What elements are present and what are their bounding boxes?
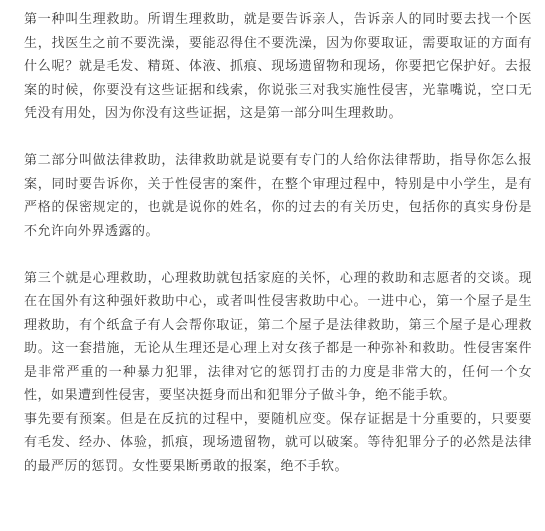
paragraph-legal-aid: 第二部分叫做法律救助，法律救助就是说要有专门的人给你法律帮助，指导你怎么报案，同时要告诉你，关于性侵害的案件，在整个审理过程中，特别是中小学生，是有严格的保密规定的，也就是说你的姓名，你的过去的有关历史，包括你的真实身份是不允许向外界透露的。	[24, 153, 532, 239]
paragraph-psychological-aid: 第三个就是心理救助，心理救助就包括家庭的关怀，心理的救助和志愿者的交谈。现在在国外有这种强奸救助中心，或者叫性侵害救助中心。一进中心，第一个屋子是生理救助，有个纸盒子有人会帮你取证，第二个屋子是法律救助，第三个屋子是心理救助。这一套措施，无论从生理还是心理上对女孩子都是一种弥补和救助。性侵害案件是非常严重的一种暴力犯罪，法律对它的惩罚打击的力度是非常大的，任何一个女性，如果遭到性侵害，要坚决挺身而出和犯罪分子做斗争，绝不能手软。	[24, 270, 532, 403]
paragraph-preparation: 事先要有预案。但是在反抗的过程中，要随机应变。保存证据是十分重要的，只要要有毛发、经办、体验，抓痕，现场遗留物，就可以破案。等待犯罪分子的必然是法律的最严厉的惩罚。女性要果断勇敢的报案，绝不手软。	[24, 411, 532, 474]
paragraph-physical-aid: 第一种叫生理救助。所谓生理救助，就是要告诉亲人，告诉亲人的同时要去找一个医生，找医生之前不要洗澡，要能忍得住不要洗澡，因为你要取证，需要取证的方面有什么呢？就是毛发、精斑、体液、抓痕、现场遗留物和现场，你要把它保护好。去报案的时候，你要没有这些证据和线索，你说张三对我实施性侵害，光靠嘴说，空口无凭没有用处，因为你没有这些证据，这是第一部分叫生理救助。	[24, 12, 532, 121]
paragraph-gap	[24, 243, 532, 267]
article-body	[24, 8, 532, 478]
paragraph-gap	[24, 126, 532, 150]
